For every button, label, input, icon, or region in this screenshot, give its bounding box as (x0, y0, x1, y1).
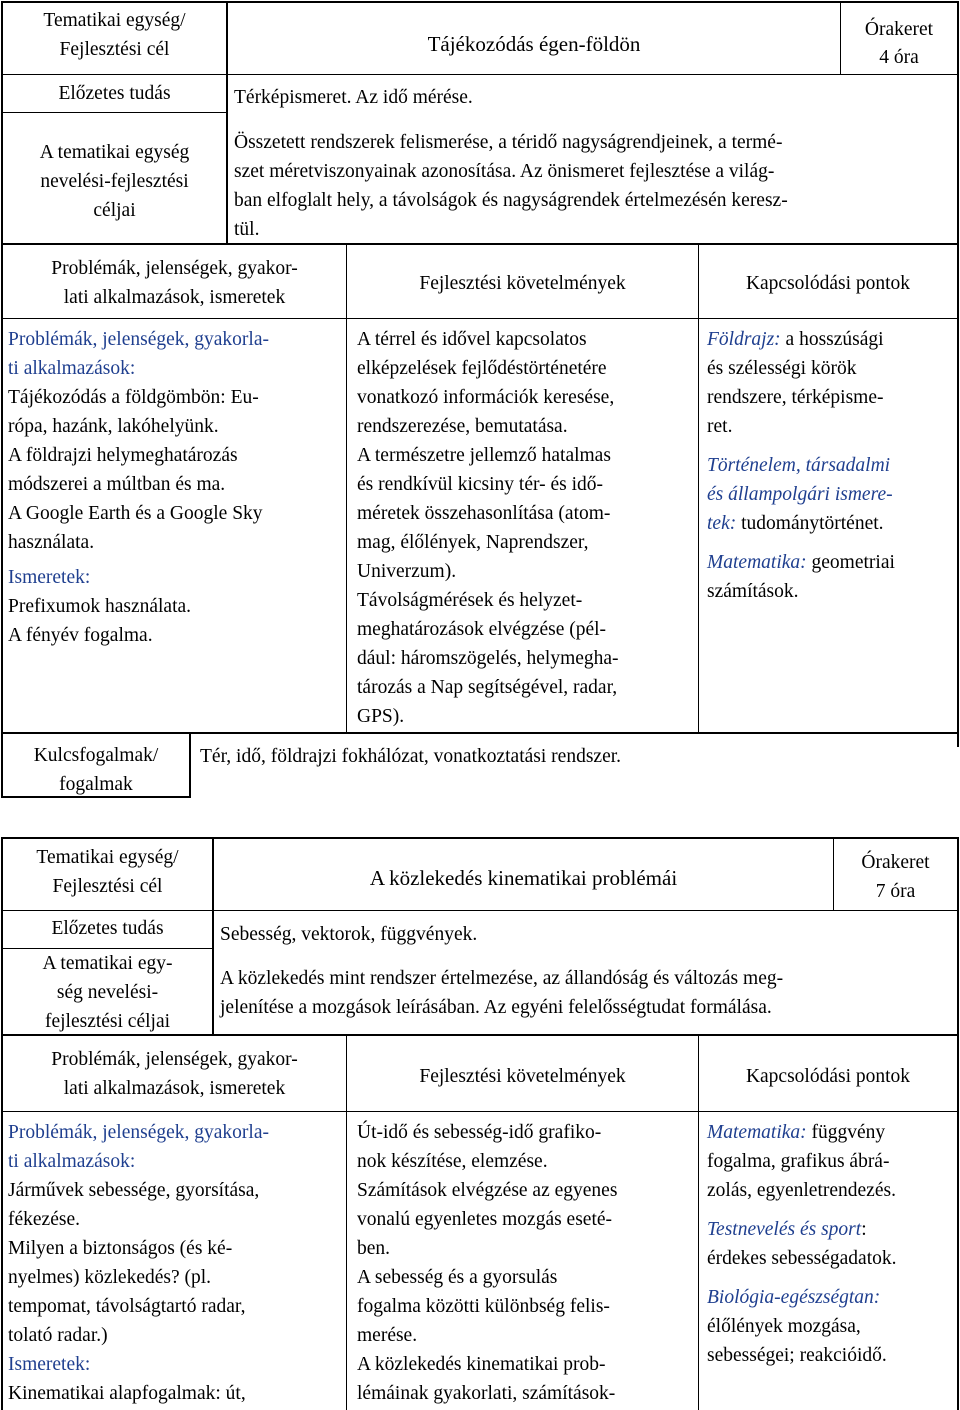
kapcsolodasi-item-tortenelem: Történelem, társadalmi (707, 455, 891, 476)
kapcsolodasi-line: és állampolgári ismere- (707, 484, 893, 505)
kapcsolodasi-line: tek: tudománytörténet. (707, 513, 884, 534)
problemak-line: A földrajzi helymeghatározás (8, 445, 238, 466)
fejlesztesi-line: fogalma közötti különbség felis- (357, 1296, 610, 1317)
fejlesztesi-line: lémáinak gyakorlati, számítások- (357, 1383, 616, 1404)
fejlesztesi-line: Univerzum). (357, 561, 457, 582)
head-kapcsolodasi: Kapcsolódási pontok (745, 1066, 911, 1087)
fejlesztesi-line: vonalú egyenletes mozgás eseté- (357, 1209, 613, 1230)
problemak-line: rópa, hazánk, lakóhelyünk. (8, 416, 219, 437)
fejlesztesi-line: meghatározások elvégzése (pél- (357, 619, 607, 640)
kulcs-text: Tér, idő, földrajzi fokhálózat, vonatkoztatási rendszer. (200, 746, 622, 767)
problemak-line: módszerei a múltban és ma. (8, 474, 226, 495)
fejlesztesi-line: Távolságmérések és helyzet- (357, 590, 583, 611)
kapcsolodasi-line: és szélességi körök (707, 358, 857, 379)
ismeretek-line: Prefixumok használata. (8, 596, 192, 617)
problemak-content (8, 325, 269, 650)
kapcsolodasi-content (707, 325, 895, 606)
fejlesztesi-line: A sebesség és a gyorsulás (357, 1267, 558, 1288)
kapcsolodasi-line: rendszere, térképisme- (707, 387, 884, 408)
celjai-line: jelenítése a mozgások leírásában. Az egyéni felelősségtudat formálása. (220, 997, 772, 1018)
problemak-line: tempomat, távolságtartó radar, (8, 1296, 246, 1317)
fejlesztesi-line: Számítások elvégzése az egyenes (357, 1180, 618, 1201)
head-fejlesztesi: Fejlesztési követelmények (419, 1066, 626, 1087)
label-celjai: A tematikai egy- ség nevelési- fejlesztési céljai (42, 953, 173, 1032)
fejlesztesi-line: GPS). (357, 706, 405, 727)
orakeret-value: 7 óra (875, 881, 916, 902)
celjai-line: Összetett rendszerek felismerése, a téridő nagyságrendjeinek, a termé- (234, 132, 783, 153)
fejlesztesi-line: A természetre jellemző hatalmas (357, 445, 611, 466)
kapcsolodasi-item-matematika: Matematika: függvény (707, 1122, 886, 1143)
elozetes-text: Térképismeret. Az idő mérése. (234, 87, 473, 108)
head-fejlesztesi: Fejlesztési követelmények (419, 273, 626, 294)
celjai-line: A közlekedés mint rendszer értelmezése, az állandóság és változás meg- (220, 968, 784, 989)
celjai-line: ban elfoglalt hely, a távolságok és nagyságrendek értelmezésén keresz- (234, 190, 788, 211)
fejlesztesi-line: mag, élőlények, Naprendszer, (357, 532, 589, 553)
problemak-line: nyelmes) közlekedés? (pl. (8, 1267, 212, 1288)
problemak-line: Járművek sebessége, gyorsítása, (8, 1180, 260, 1201)
celjai-text (234, 128, 788, 244)
fejlesztesi-line: tározás a Nap segítségével, radar, (357, 677, 618, 698)
fejlesztesi-line: A közlekedés kinematikai prob- (357, 1354, 606, 1375)
ismeretek-line: Kinematikai alapfogalmak: út, (8, 1383, 246, 1404)
label-elozetes: Előzetes tudás (51, 918, 164, 939)
unit-title: Tájékozódás égen-földön (427, 32, 641, 56)
problemak-line: A Google Earth és a Google Sky (8, 503, 263, 524)
kapcsolodasi-line: számítások. (707, 581, 799, 602)
fejlesztesi-line: dául: háromszögelés, helymegha- (357, 648, 619, 669)
fejlesztesi-line: A térrel és idővel kapcsolatos (357, 329, 587, 350)
label-tematikai: Tematikai egység/ Fejlesztési cél (36, 847, 179, 897)
unit-title: A közlekedés kinematikai problémái (369, 866, 678, 890)
fejlesztesi-line: Út-idő és sebesség-idő grafiko- (357, 1122, 602, 1143)
problemak-heading: Problémák, jelenségek, gyakorla- ti alkalmazások: (8, 1122, 269, 1172)
head-problemak: Problémák, jelenségek, gyakor- lati alkalmazások, ismeretek (51, 258, 298, 308)
kapcsolodasi-line: érdekes sebességadatok. (707, 1248, 897, 1269)
fejlesztesi-line: méretek összehasonlítása (atom- (357, 503, 611, 524)
problemak-content (8, 1118, 269, 1408)
problemak-line: tolató radar.) (8, 1325, 108, 1346)
kapcsolodasi-line: sebességei; reakcióidő. (707, 1345, 887, 1366)
ismeretek-heading: Ismeretek: (8, 567, 91, 588)
label-kulcs: Kulcsfogalmak/ fogalmak (33, 745, 159, 795)
problemak-line: Tájékozódás a földgömbön: Eu- (8, 387, 259, 408)
celjai-text (220, 964, 783, 1022)
kapcsolodasi-item-matematika: Matematika: geometriai (707, 552, 895, 573)
celjai-line: szet méretviszonyainak azonosítása. Az önismeret fejlesztése a világ- (234, 161, 775, 182)
fejlesztesi-line: merése. (357, 1325, 418, 1346)
elozetes-text: Sebesség, vektorok, függvények. (220, 924, 478, 945)
head-kapcsolodasi: Kapcsolódási pontok (745, 273, 911, 294)
fejlesztesi-content (357, 1118, 617, 1408)
orakeret-label: Órakeret (861, 852, 930, 873)
problemak-line: Milyen a biztonságos (és ké- (8, 1238, 233, 1259)
head-problemak: Problémák, jelenségek, gyakor- lati alkalmazások, ismeretek (51, 1049, 298, 1099)
fejlesztesi-line: és rendkívül kicsiny tér- és idő- (357, 474, 604, 495)
label-tematikai: Tematikai egység/ Fejlesztési cél (43, 10, 186, 60)
fejlesztesi-line: elképzelések fejlődéstörténetére (357, 358, 607, 379)
kapcsolodasi-item-foldrajz: Földrajz: a hosszúsági (707, 329, 884, 350)
fejlesztesi-line: ben. (357, 1238, 391, 1259)
celjai-line: tül. (234, 219, 260, 240)
ismeretek-line: A fényév fogalma. (8, 625, 153, 646)
label-celjai: A tematikai egység nevelési-fejlesztési céljai (39, 142, 190, 221)
orakeret-label: Órakeret (864, 19, 934, 40)
kapcsolodasi-content (707, 1118, 897, 1370)
kapcsolodasi-item-testneveles: Testnevelés és sport: (707, 1219, 867, 1240)
kapcsolodasi-line: ret. (707, 416, 733, 437)
label-elozetes: Előzetes tudás (58, 83, 171, 104)
fejlesztesi-line: vonatkozó információk keresése, (357, 387, 615, 408)
fejlesztesi-content (357, 325, 619, 731)
kapcsolodasi-item-biologia: Biológia-egészségtan: (707, 1287, 881, 1308)
kapcsolodasi-line: fogalma, grafikus ábrá- (707, 1151, 890, 1172)
problemak-heading: Problémák, jelenségek, gyakorla- ti alkalmazások: (8, 329, 269, 379)
fejlesztesi-line: nok készítése, elemzése. (357, 1151, 548, 1172)
kapcsolodasi-line: zolás, egyenletrendezés. (707, 1180, 896, 1201)
ismeretek-heading: Ismeretek: (8, 1354, 91, 1375)
problemak-line: fékezése. (8, 1209, 80, 1230)
orakeret-value: 4 óra (879, 47, 919, 68)
kapcsolodasi-line: élőlények mozgása, (707, 1316, 861, 1337)
problemak-line: használata. (8, 532, 95, 553)
fejlesztesi-line: rendszerezése, bemutatása. (357, 416, 568, 437)
